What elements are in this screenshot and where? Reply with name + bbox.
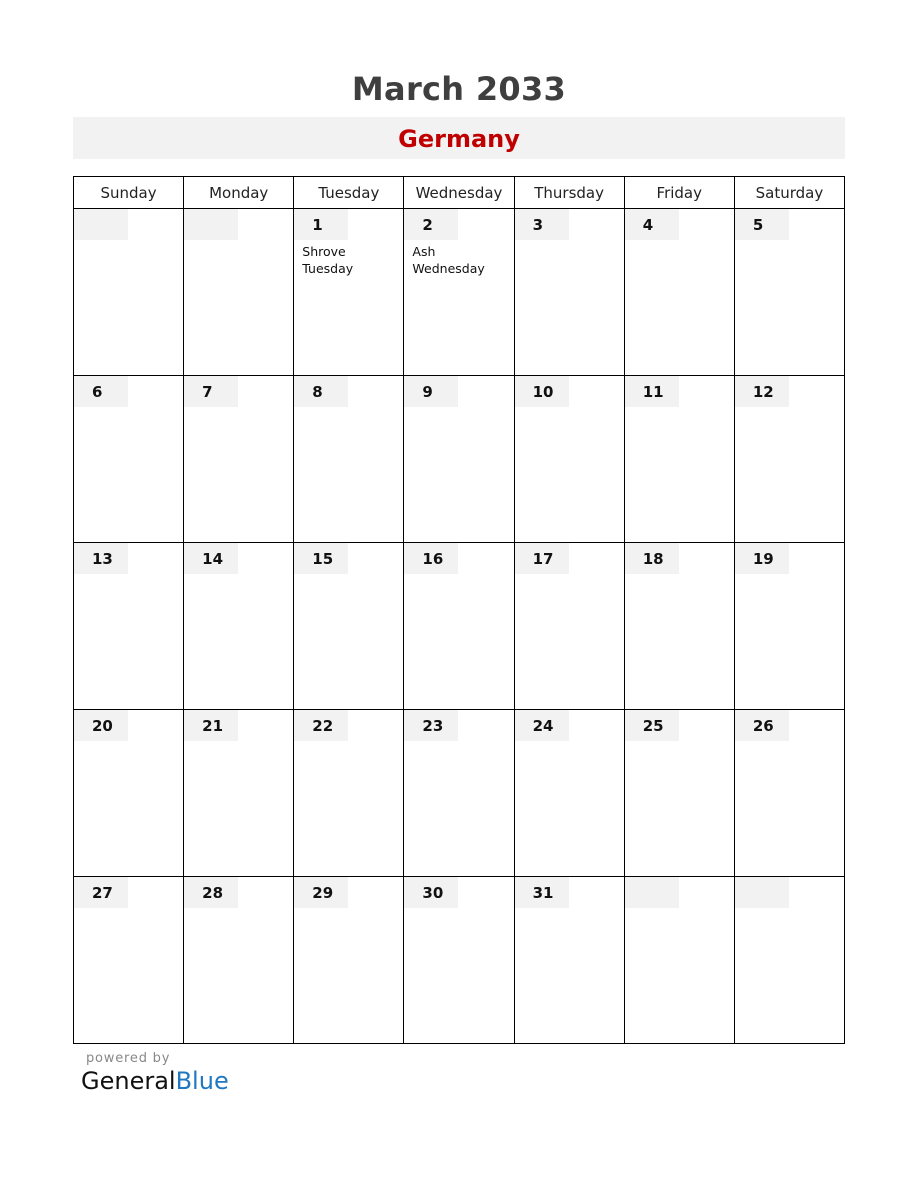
day-number: 19	[735, 543, 789, 574]
weekday-saturday: Saturday	[734, 177, 844, 209]
country-name: Germany	[398, 125, 520, 153]
day-cell	[294, 376, 404, 543]
day-cell	[294, 209, 404, 376]
day-number	[735, 877, 789, 908]
day-number: 15	[294, 543, 348, 574]
brand-blue: Blue	[175, 1067, 229, 1095]
day-number: 4	[625, 209, 679, 240]
calendar-grid	[73, 176, 845, 1044]
day-number: 1	[294, 209, 348, 240]
day-cell	[184, 543, 294, 710]
day-number: 14	[184, 543, 238, 574]
day-number	[184, 209, 238, 240]
day-number: 22	[294, 710, 348, 741]
day-cell	[514, 877, 624, 1044]
day-number: 16	[404, 543, 458, 574]
empty-day-cell	[74, 209, 184, 376]
holiday-label: Ash Wednesday	[412, 244, 485, 276]
day-cell	[74, 710, 184, 877]
day-number: 26	[735, 710, 789, 741]
day-number	[74, 209, 128, 240]
day-cell	[404, 710, 514, 877]
day-number: 9	[404, 376, 458, 407]
empty-day-cell	[624, 877, 734, 1044]
day-cell	[624, 209, 734, 376]
day-number: 13	[74, 543, 128, 574]
day-number: 7	[184, 376, 238, 407]
day-cell	[734, 710, 844, 877]
day-cell	[404, 376, 514, 543]
day-cell	[624, 543, 734, 710]
day-cell	[734, 543, 844, 710]
page-title: March 2033	[351, 70, 567, 108]
weekday-tuesday: Tuesday	[294, 177, 404, 209]
weekday-wednesday: Wednesday	[404, 177, 514, 209]
weekday-monday: Monday	[184, 177, 294, 209]
day-cell	[734, 376, 844, 543]
generalblue-logo	[81, 1067, 229, 1095]
day-number: 8	[294, 376, 348, 407]
week-row	[74, 209, 845, 376]
country-band	[73, 117, 845, 159]
day-number: 27	[74, 877, 128, 908]
day-cell	[184, 710, 294, 877]
empty-day-cell	[184, 209, 294, 376]
day-number: 6	[74, 376, 128, 407]
day-number: 10	[515, 376, 569, 407]
day-cell	[514, 543, 624, 710]
day-cell	[294, 710, 404, 877]
weekday-friday: Friday	[624, 177, 734, 209]
powered-by-label: powered by	[86, 1051, 171, 1066]
holiday-label: Shrove Tuesday	[302, 244, 354, 276]
day-cell	[74, 376, 184, 543]
day-cell	[74, 543, 184, 710]
day-number: 23	[404, 710, 458, 741]
day-number	[625, 877, 679, 908]
brand-general: General	[81, 1067, 176, 1095]
day-cell	[404, 543, 514, 710]
day-cell	[624, 376, 734, 543]
day-number: 24	[515, 710, 569, 741]
day-cell	[734, 209, 844, 376]
day-number: 11	[625, 376, 679, 407]
day-number: 12	[735, 376, 789, 407]
day-cell	[74, 877, 184, 1044]
day-number: 25	[625, 710, 679, 741]
calendar-weeks	[74, 209, 845, 1044]
day-number: 28	[184, 877, 238, 908]
day-number: 2	[404, 209, 458, 240]
week-row	[74, 376, 845, 543]
weekday-header-row	[74, 177, 845, 209]
day-cell	[404, 877, 514, 1044]
day-cell	[184, 376, 294, 543]
day-number: 18	[625, 543, 679, 574]
weekday-sunday: Sunday	[74, 177, 184, 209]
day-number: 17	[515, 543, 569, 574]
week-row	[74, 543, 845, 710]
day-cell	[404, 209, 514, 376]
week-row	[74, 710, 845, 877]
day-cell	[514, 376, 624, 543]
day-number: 20	[74, 710, 128, 741]
empty-day-cell	[734, 877, 844, 1044]
day-cell	[184, 877, 294, 1044]
day-cell	[294, 543, 404, 710]
day-number: 29	[294, 877, 348, 908]
day-number: 21	[184, 710, 238, 741]
day-number: 31	[515, 877, 569, 908]
day-cell	[514, 209, 624, 376]
weekday-thursday: Thursday	[514, 177, 624, 209]
day-cell	[514, 710, 624, 877]
day-number: 3	[515, 209, 569, 240]
day-cell	[624, 710, 734, 877]
day-number: 5	[735, 209, 789, 240]
week-row	[74, 877, 845, 1044]
day-number: 30	[404, 877, 458, 908]
day-cell	[294, 877, 404, 1044]
